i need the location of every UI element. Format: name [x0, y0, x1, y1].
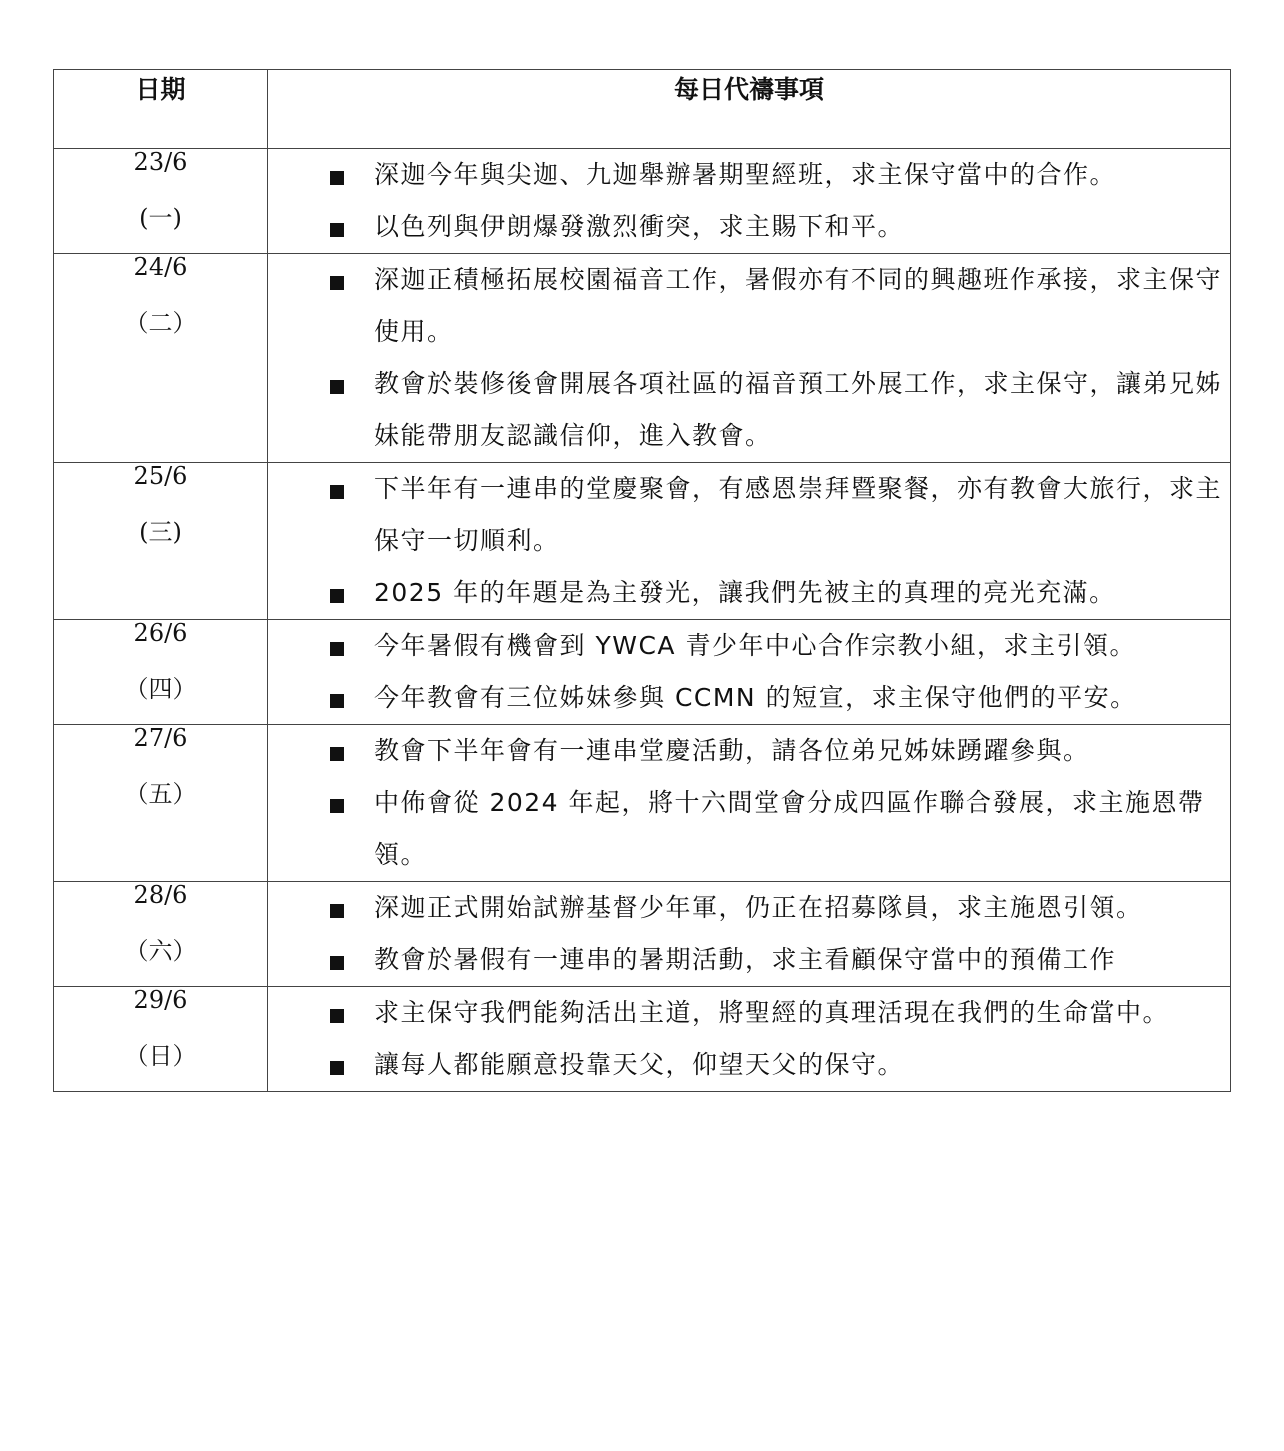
- list-item: [268, 567, 1230, 619]
- prayer-item-text: 深迦正積極拓展校園福音工作，暑假亦有不同的興趣班作承接，求主保守使用。: [374, 265, 1223, 346]
- list-item: [268, 1039, 1230, 1091]
- prayer-item-text: 深迦今年與尖迦、九迦舉辦暑期聖經班，求主保守當中的合作。: [374, 160, 1117, 189]
- prayer-item-text: 以色列與伊朗爆發激烈衝突，求主賜下和平。: [374, 212, 905, 241]
- prayer-item-text: 深迦正式開始試辦基督少年軍，仍正在招募隊員，求主施恩引領。: [374, 893, 1143, 922]
- date-cell: [54, 254, 268, 463]
- date-cell: [54, 620, 268, 725]
- square-bullet-icon: [330, 799, 344, 813]
- date-cell: [54, 463, 268, 620]
- weekday-text: （日）: [124, 1042, 197, 1070]
- prayer-items-cell: [268, 254, 1231, 463]
- prayer-item-text: 中佈會從 2024 年起，將十六間堂會分成四區作聯合發展，求主施恩帶領。: [374, 788, 1205, 869]
- prayer-items-cell: [268, 725, 1231, 882]
- prayer-schedule-table: [53, 69, 1231, 1092]
- list-item: [268, 882, 1230, 934]
- prayer-item-text: 教會於裝修後會開展各項社區的福音預工外展工作，求主保守，讓弟兄姊妹能帶朋友認識信仰，進入教會。: [374, 369, 1223, 450]
- square-bullet-icon: [330, 956, 344, 970]
- weekday-text: （四）: [124, 675, 197, 703]
- date-column-header: 日期: [54, 70, 268, 149]
- date-text: 27/6: [133, 724, 188, 752]
- prayer-item-list: [268, 620, 1230, 724]
- list-item: [268, 725, 1230, 777]
- prayer-item-list: [268, 882, 1230, 986]
- prayer-item-text: 下半年有一連串的堂慶聚會，有感恩崇拜暨聚餐，亦有教會大旅行，求主保守一切順利。: [374, 474, 1223, 555]
- weekday-text: (三): [139, 518, 182, 546]
- date-text: 26/6: [133, 619, 188, 647]
- square-bullet-icon: [330, 747, 344, 761]
- table-row: [54, 725, 1231, 882]
- prayer-item-list: [268, 149, 1230, 253]
- square-bullet-icon: [330, 223, 344, 237]
- prayer-item-text: 讓每人都能願意投靠天父，仰望天父的保守。: [374, 1050, 905, 1079]
- list-item: [268, 254, 1230, 358]
- square-bullet-icon: [330, 171, 344, 185]
- table-row: [54, 149, 1231, 254]
- prayer-items-cell: [268, 882, 1231, 987]
- table-row: [54, 620, 1231, 725]
- date-cell: [54, 149, 268, 254]
- date-text: 28/6: [133, 881, 188, 909]
- date-text: 23/6: [133, 148, 188, 176]
- weekday-text: （二）: [124, 309, 197, 337]
- square-bullet-icon: [330, 589, 344, 603]
- prayer-item-text: 2025 年的年題是為主發光，讓我們先被主的真理的亮光充滿。: [374, 578, 1116, 607]
- list-item: [268, 987, 1230, 1039]
- table-row: [54, 463, 1231, 620]
- prayer-items-cell: [268, 987, 1231, 1092]
- prayer-item-list: [268, 254, 1230, 462]
- square-bullet-icon: [330, 1061, 344, 1075]
- prayer-item-text: 求主保守我們能夠活出主道，將聖經的真理活現在我們的生命當中。: [374, 998, 1170, 1027]
- prayer-item-list: [268, 463, 1230, 619]
- prayer-item-text: 今年暑假有機會到 YWCA 青少年中心合作宗教小組，求主引領。: [374, 631, 1136, 660]
- square-bullet-icon: [330, 380, 344, 394]
- prayer-items-cell: [268, 463, 1231, 620]
- date-cell: [54, 725, 268, 882]
- square-bullet-icon: [330, 276, 344, 290]
- weekday-text: （六）: [124, 937, 197, 965]
- table-row: [54, 254, 1231, 463]
- prayer-items-cell: [268, 620, 1231, 725]
- list-item: [268, 463, 1230, 567]
- list-item: [268, 149, 1230, 201]
- list-item: [268, 672, 1230, 724]
- square-bullet-icon: [330, 694, 344, 708]
- header-row: [54, 70, 1231, 149]
- list-item: [268, 934, 1230, 986]
- prayer-item-list: [268, 725, 1230, 881]
- weekday-text: (一): [139, 204, 182, 232]
- date-cell: [54, 987, 268, 1092]
- prayer-item-list: [268, 987, 1230, 1091]
- list-item: [268, 358, 1230, 462]
- table-row: [54, 882, 1231, 987]
- table-row: [54, 987, 1231, 1092]
- date-text: 29/6: [133, 986, 188, 1014]
- square-bullet-icon: [330, 1009, 344, 1023]
- table-body: [54, 149, 1231, 1092]
- date-text: 24/6: [133, 253, 188, 281]
- list-item: [268, 777, 1230, 881]
- list-item: [268, 201, 1230, 253]
- date-text: 25/6: [133, 462, 188, 490]
- square-bullet-icon: [330, 485, 344, 499]
- square-bullet-icon: [330, 904, 344, 918]
- items-column-header: 每日代禱事項: [268, 70, 1231, 149]
- prayer-item-text: 教會下半年會有一連串堂慶活動，請各位弟兄姊妹踴躍參與。: [374, 736, 1090, 765]
- square-bullet-icon: [330, 642, 344, 656]
- prayer-item-text: 今年教會有三位姊妹參與 CCMN 的短宣，求主保守他們的平安。: [374, 683, 1137, 712]
- prayer-item-text: 教會於暑假有一連串的暑期活動，求主看顧保守當中的預備工作: [374, 945, 1117, 974]
- date-cell: [54, 882, 268, 987]
- list-item: [268, 620, 1230, 672]
- prayer-items-cell: [268, 149, 1231, 254]
- weekday-text: （五）: [124, 780, 197, 808]
